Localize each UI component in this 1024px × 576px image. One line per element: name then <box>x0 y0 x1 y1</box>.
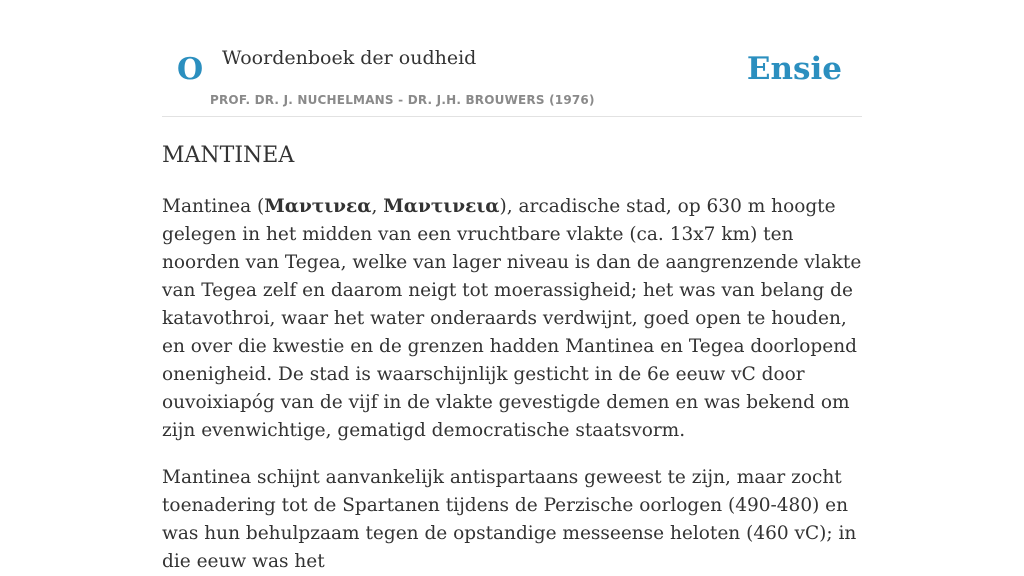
paragraph-text: ), arcadische stad, op 630 m hoogte gelegen in het midden van een vruchtbare vlakte (ca. 13x7 km) ten noorden van Tegea, welke van lager niveau is dan de aangrenzende vlakte van Tegea zelf en daarom neigt tot moerassigheid; het was van belang de katavothroi, waar het water onderaards verdwijnt, goed open te houden, en over die kwestie en de grenzen hadden Mantinea en Tegea doorlopend onenigheid. De stad is waarschijnlijk gesticht in de 6e eeuw vC door ouvoixiapóg van de vijf in de vlakte gevestigde demen en was bekend om zijn evenwichtige, gematigd democratische staatsvorm. <box>162 196 862 441</box>
ensie-logo-link[interactable]: Ensie <box>746 51 842 87</box>
book-title-link[interactable]: Woordenboek der oudheid <box>222 47 477 69</box>
index-letter[interactable]: O <box>177 52 204 87</box>
article-paragraph-1 <box>162 193 862 445</box>
paragraph-text: , <box>371 196 384 217</box>
lemma-title: MANTINEA <box>162 143 295 168</box>
article-paragraph-2: Mantinea schijnt aanvankelijk antispartaans geweest te zijn, maar zocht toenadering tot de Spartanen tijdens de Perzische oorlogen (490-480) en was hun behulpzaam tegen de opstandige messeense heloten (460 vC); in die eeuw was het <box>162 467 857 572</box>
article-body <box>162 193 862 576</box>
source-header <box>162 0 862 117</box>
paragraph-text: Mantinea ( <box>162 196 265 217</box>
book-authors: PROF. DR. J. NUCHELMANS - DR. J.H. BROUWERS (1976) <box>210 93 595 107</box>
content-column <box>162 0 862 576</box>
greek-name-2: Μαντινεια <box>383 196 500 217</box>
greek-name-1: Μαντινεα <box>264 196 372 217</box>
